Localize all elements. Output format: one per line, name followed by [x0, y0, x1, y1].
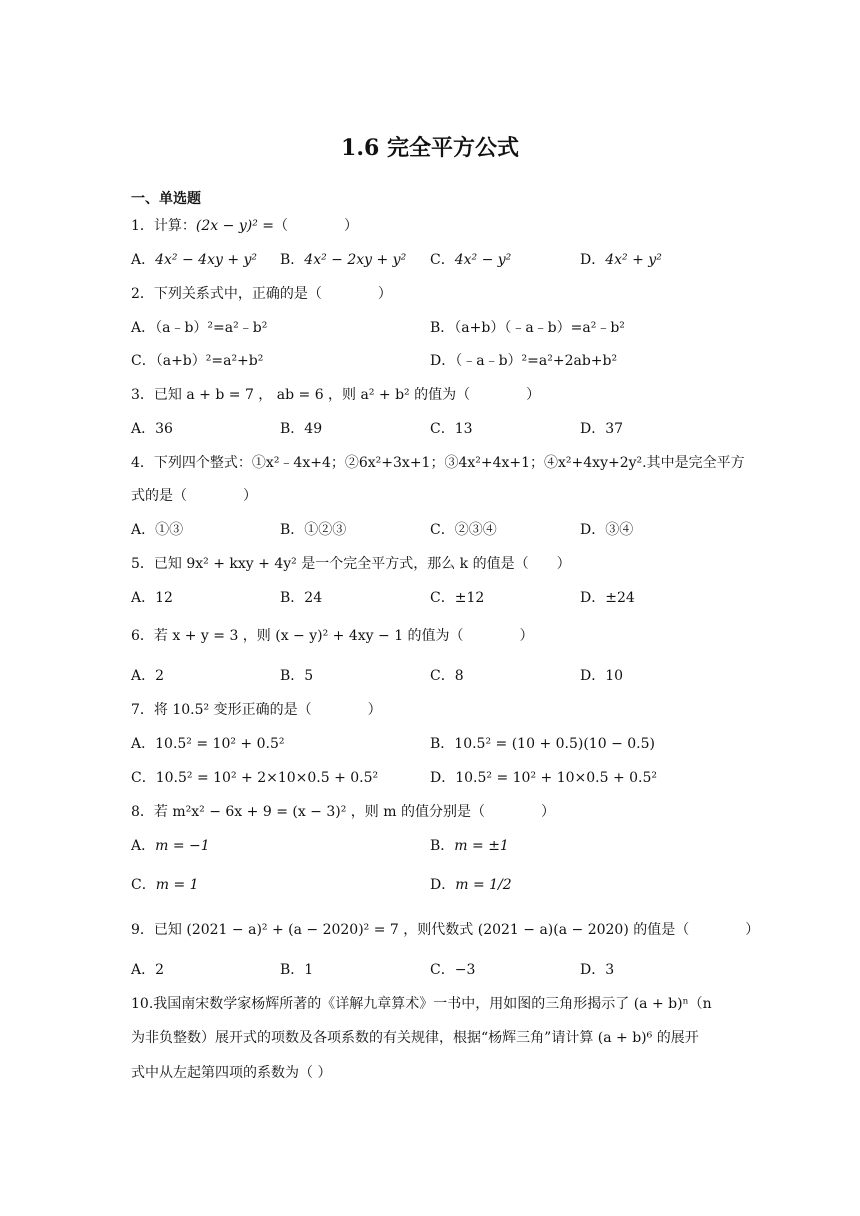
question-9-option-b[interactable]: B．1 — [280, 962, 314, 978]
question-2-stem: 2．下列关系式中，正确的是（ ） — [131, 286, 392, 302]
question-7-stem: 7．将 10.5² 变形正确的是（ ） — [131, 702, 382, 718]
question-6-option-b[interactable]: B．5 — [280, 668, 314, 684]
question-4-stem-line-1: 4．下列四个整式：①x²﹣4x+4；②6x²+3x+1；③4x²+4x+1；④x²+4xy+2y².其中是完全平方 — [131, 455, 745, 471]
question-3-option-d[interactable]: D．37 — [580, 421, 624, 437]
question-4-option-b[interactable]: B．①②③ — [280, 522, 347, 538]
question-7-option-b[interactable]: B．10.5² = (10 + 0.5)(10 − 0.5) — [430, 736, 655, 752]
question-5-option-d[interactable]: D．±24 — [580, 590, 635, 606]
question-8-stem: 8．若 m²x² − 6x + 9 = (x − 3)² ，则 m 的值分别是（ ） — [131, 804, 555, 820]
question-8-option-a[interactable]: A．m = −1 — [131, 838, 210, 854]
question-1-option-b[interactable]: B．4x² − 2xy + y² — [280, 252, 407, 268]
question-6-stem: 6．若 x + y = 3 ，则 (x − y)² + 4xy − 1 的值为（ ） — [131, 628, 534, 644]
question-6-option-a[interactable]: A．2 — [131, 668, 165, 684]
question-2-option-b[interactable]: B．（a+b）（﹣a﹣b）=a²﹣b² — [430, 320, 625, 336]
question-5-stem: 5．已知 9x² + kxy + 4y² 是一个完全平方式，那么 k 的值是（ ） — [131, 556, 571, 572]
question-4-option-d[interactable]: D．③④ — [580, 522, 634, 538]
question-8-option-c[interactable]: C．m = 1 — [131, 877, 199, 893]
question-6-option-c[interactable]: C．8 — [430, 668, 464, 684]
question-9-stem: 9．已知 (2021 − a)² + (a − 2020)² = 7 ，则代数式 (2021 − a)(a − 2020) 的值是（ ） — [131, 922, 760, 938]
question-5-option-c[interactable]: C．±12 — [430, 590, 485, 606]
question-9-option-c[interactable]: C．−3 — [430, 962, 476, 978]
question-10-stem-line-2: 为非负整数）展开式的项数及各项系数的有关规律，根据“杨辉三角”请计算 (a + b)⁶ 的展开 — [131, 1030, 699, 1046]
question-9-option-d[interactable]: D．3 — [580, 962, 615, 978]
question-1-option-a[interactable]: A．4x² − 4xy + y² — [131, 252, 258, 268]
question-10-stem-line-3: 式中从左起第四项的系数为（ ） — [131, 1065, 332, 1081]
question-2-option-c[interactable]: C．（a+b）²=a²+b² — [131, 353, 264, 369]
question-8-option-d[interactable]: D．m = 1/2 — [430, 877, 512, 893]
question-2-option-a[interactable]: A．（a﹣b）²=a²﹣b² — [131, 320, 268, 336]
question-10-stem-line-1: 10.我国南宋数学家杨辉所著的《详解九章算术》一书中，用如图的三角形揭示了 (a + b)ⁿ（n — [131, 996, 712, 1012]
question-8-option-b[interactable]: B．m = ±1 — [430, 838, 509, 854]
question-4-option-c[interactable]: C．②③④ — [430, 522, 497, 538]
question-4-stem-line-2: 式的是（ ） — [131, 488, 257, 504]
question-3-option-b[interactable]: B．49 — [280, 421, 323, 437]
question-1-option-d[interactable]: D．4x² + y² — [580, 252, 662, 268]
question-7-option-d[interactable]: D．10.5² = 10² + 10×0.5 + 0.5² — [430, 770, 658, 786]
question-2-option-d[interactable]: D．（﹣a﹣b）²=a²+2ab+b² — [430, 353, 618, 369]
question-7-option-c[interactable]: C．10.5² = 10² + 2×10×0.5 + 0.5² — [131, 770, 379, 786]
question-5-option-b[interactable]: B．24 — [280, 590, 323, 606]
question-9-option-a[interactable]: A．2 — [131, 962, 165, 978]
question-6-option-d[interactable]: D．10 — [580, 668, 624, 684]
question-7-option-a[interactable]: A．10.5² = 10² + 0.5² — [131, 736, 285, 752]
question-3-option-a[interactable]: A．36 — [131, 421, 173, 437]
page-title: 1.6 完全平方公式 — [341, 135, 519, 161]
question-1-option-c[interactable]: C．4x² − y² — [430, 252, 512, 268]
question-4-option-a[interactable]: A．①③ — [131, 522, 184, 538]
question-3-stem: 3．已知 a + b = 7 ， ab = 6 ，则 a² + b² 的值为（ ） — [131, 387, 541, 403]
question-3-option-c[interactable]: C．13 — [430, 421, 473, 437]
question-5-option-a[interactable]: A．12 — [131, 590, 173, 606]
section-heading: 一、单选题 — [131, 191, 201, 207]
question-1-stem: 1．计算：(2x − y)² =（ ） — [131, 218, 358, 234]
